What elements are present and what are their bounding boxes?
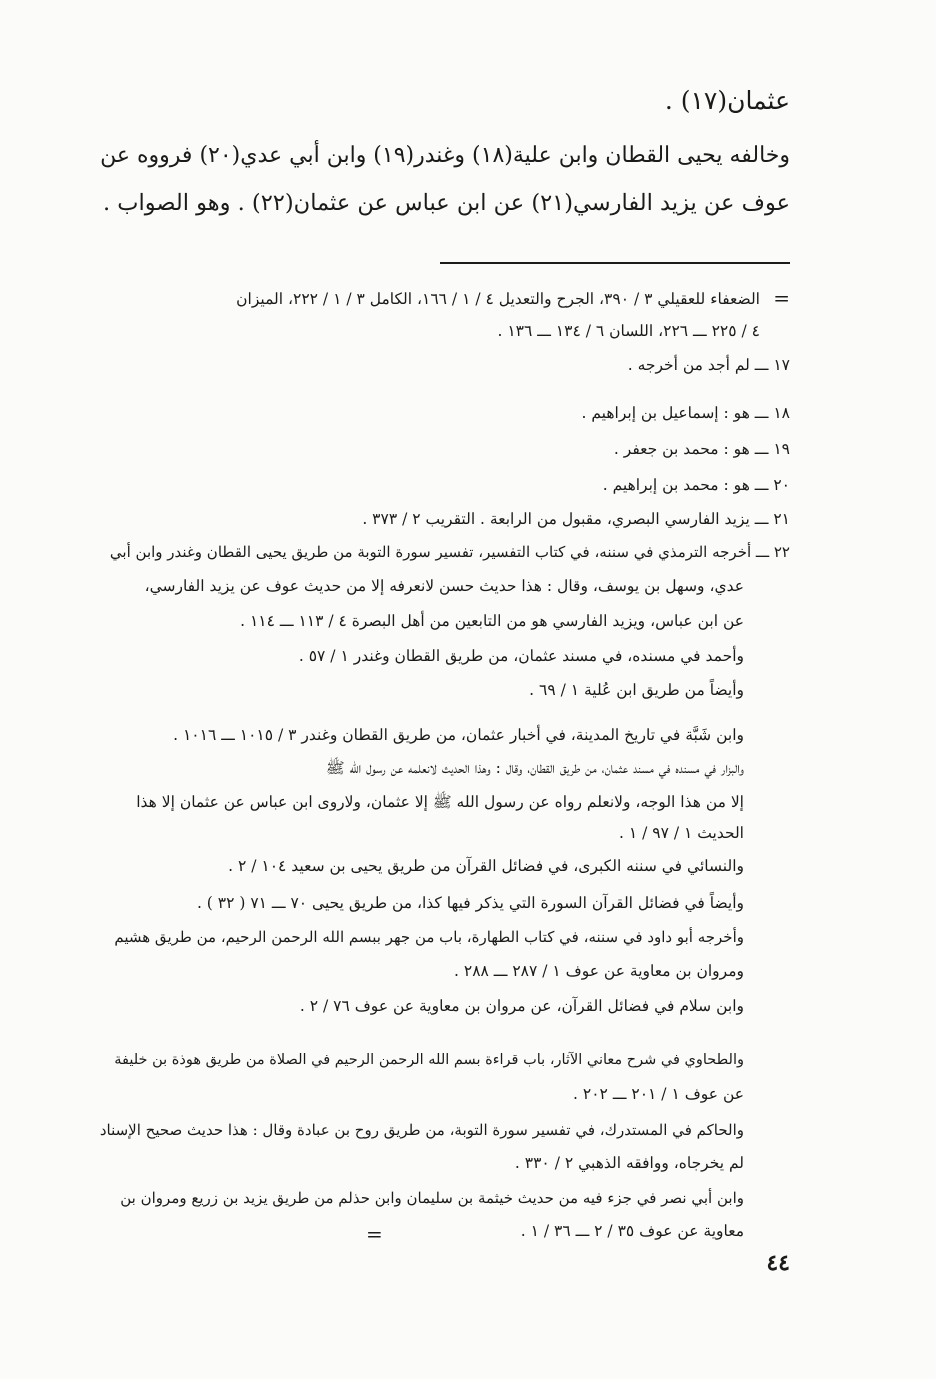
footnote-line: وابن سلام في فضائل القرآن، عن مروان بن معاوية عن عوف ٧٦ / ٢ . [299, 997, 744, 1015]
footnote-line: ٢٢ ـــ أخرجه الترمذي في سننه، في كتاب التفسير، تفسير سورة التوبة من طريق يحيى القطان وغندر وابن أبي [109, 543, 790, 561]
footnote-line: إلا من هذا الوجه، ولانعلم رواه عن رسول الله ﷺ إلا عثمان، ولاروى ابن عباس عن عثمان إلا هذا [136, 793, 744, 811]
footnote-line: ١٨ ـــ هو : إسماعيل بن إبراهيم . [581, 404, 790, 422]
footnote-line: والحاكم في المستدرك، في تفسير سورة التوبة، من طريق روح بن عبادة وقال : هذا حديث صحيح الإسناد [99, 1121, 744, 1139]
footnote-line: وأيضاً من طريق ابن عُلية ١ / ٦٩ . [529, 681, 744, 699]
footnote-divider [440, 262, 790, 264]
page-number: ٤٤ [766, 1250, 790, 1276]
footnote-line: معاوية عن عوف ٣٥ / ٢ ـــ ٣٦ / ١ . [520, 1222, 744, 1240]
footnote-line: ١٩ ـــ هو : محمد بن جعفر . [613, 440, 790, 458]
footnote-line: وابن شَبَّة في تاريخ المدينة، في أخبار عثمان، من طريق القطان وغندر ٣ / ١٠١٥ ـــ ١٠١٦ . [173, 726, 744, 744]
footnote-line: ومروان بن معاوية عن عوف ١ / ٢٨٧ ـــ ٢٨٨ . [454, 962, 744, 980]
footnote-line: الضعفاء للعقيلي ٣ / ٣٩٠، الجرح والتعديل ٤ / ١ / ١٦٦، الكامل ٣ / ١ / ٢٢٢، الميزان [236, 290, 760, 308]
footnote-line: والطحاوي في شرح معاني الآثار، باب قراءة بسم الله الرحمن الرحيم في الصلاة من طريق هوذة بن خليفة [114, 1052, 744, 1068]
end-marker: = [366, 1222, 383, 1246]
footnote-line: ٤ / ٢٢٥ ـــ ٢٢٦، اللسان ٦ / ١٣٤ ـــ ١٣٦ . [497, 322, 760, 340]
footnote-line: والبزار في مسنده في مسند عثمان، من طريق القطان، وقال : وهذا الحديث لانعلمه عن رسول الله ﷺ [325, 759, 744, 777]
footnote-line: لم يخرجاه، ووافقه الذهبي ٢ / ٣٣٠ . [514, 1154, 744, 1172]
footnote-line: ٢٠ ـــ هو : محمد بن إبراهيم . [602, 476, 790, 494]
footnote-line: وأخرجه أبو داود في سننه، في كتاب الطهارة، باب من جهر ببسم الله الرحمن الرحيم، من طريق هشيم [114, 928, 744, 946]
footnote-line: وأيضاً في فضائل القرآن السورة التي يذكر فيها كذا، من طريق يحيى ٧٠ ـــ ٧١ ( ٣٢ ) . [196, 894, 744, 912]
footnote-line: وأحمد في مسنده، في مسند عثمان، من طريق القطان وغندر ١ / ٥٧ . [298, 647, 744, 665]
main-text-line: وخالفه يحيى القطان وابن علية(١٨) وغندر(١٩) وابن أبي عدي(٢٠) فرووه عن [100, 143, 790, 168]
footnote-line: ١٧ ـــ لم أجد من أخرجه . [627, 356, 790, 374]
main-text-line: عثمان(١٧) . [664, 86, 790, 115]
footnote-line: وابن أبي نصر في جزء فيه من حديث خيثمة بن سليمان وابن حذلم من طريق يزيد بن زريع ومروان بن [120, 1189, 744, 1207]
footnote-line: عن عوف ١ / ٢٠١ ـــ ٢٠٢ . [573, 1085, 744, 1103]
footnote-line: الحديث ١ / ٩٧ / ١ . [619, 824, 744, 842]
footnote-line: عدي، وسهل بن يوسف، وقال : هذا حديث حسن لانعرفه إلا من حديث عوف عن يزيد الفارسي، [144, 577, 744, 595]
footnote-line: ٢١ ـــ يزيد الفارسي البصري، مقبول من الرابعة . التقريب ٢ / ٣٧٣ . [362, 510, 790, 528]
footnote-line: عن ابن عباس، ويزيد الفارسي هو من التابعين من أهل البصرة ٤ / ١١٣ ـــ ١١٤ . [240, 612, 744, 630]
main-text-line: عوف عن يزيد الفارسي(٢١) عن ابن عباس عن عثمان(٢٢) . وهو الصواب . [102, 190, 790, 216]
footnote-line: والنسائي في سننه الكبرى، في فضائل القرآن من طريق يحيى بن سعيد ١٠٤ / ٢ . [228, 857, 744, 875]
continuation-marker: = [773, 286, 790, 310]
